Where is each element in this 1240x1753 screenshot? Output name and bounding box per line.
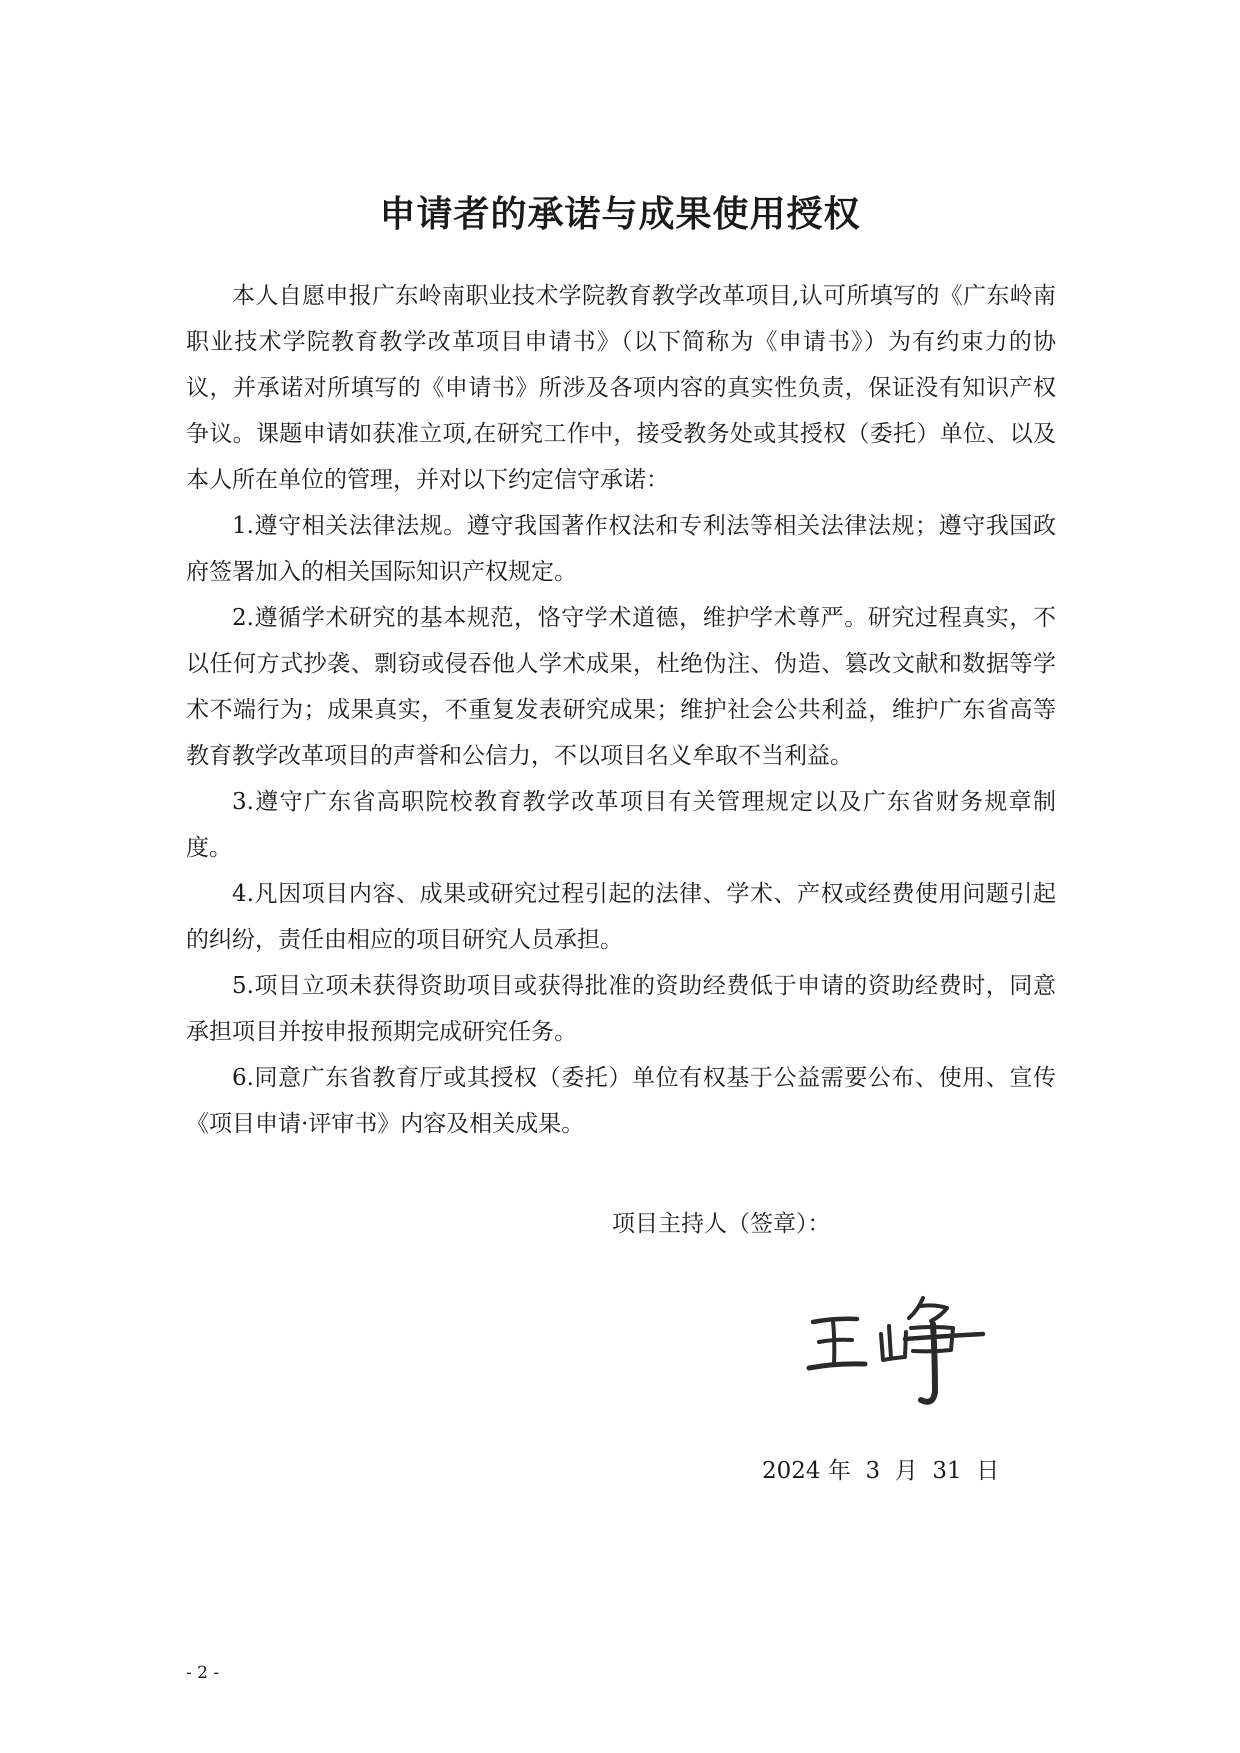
commitment-item-1: 1.遵守相关法律法规。遵守我国著作权法和专利法等相关法律法规；遵守我国政府签署加入的相关国际知识产权规定。 (186, 513, 1056, 585)
commitment-item-3: 3.遵守广东省高职院校教育教学改革项目有关管理规定以及广东省财务规章制度。 (186, 789, 1056, 861)
handwritten-signature (805, 1288, 995, 1418)
signing-date: 2024 年 3 月 31 日 (762, 1458, 1000, 1484)
signer-label: 项目主持人（签章）： (612, 1211, 831, 1237)
document-title: 申请者的承诺与成果使用授权 (379, 194, 861, 235)
commitment-item-2: 2.遵循学术研究的基本规范，恪守学术道德，维护学术尊严。研究过程真实，不以任何方式抄袭、剽窃或侵吞他人学术成果，杜绝伪注、伪造、篡改文献和数据等学术不端行为；成果真实，不重复发表研究成果；维护社会公共利益，维护广东省高等教育教学改革项目的声誉和公信力，不以项目名义牟取不当利益。 (186, 605, 1056, 769)
page-number: - 2 - (186, 1663, 220, 1683)
intro-paragraph: 本人自愿申报广东岭南职业技术学院教育教学改革项目,认可所填写的《广东岭南职业技术学院教育教学改革项目申请书》（以下简称为《申请书》）为有约束力的协议，并承诺对所填写的《申请书》所涉及各项内容的真实性负责，保证没有知识产权争议。课题申请如获准立项,在研究工作中，接受教务处或其授权（委托）单位、以及本人所在单位的管理，并对以下约定信守承诺： (186, 283, 1056, 493)
commitment-item-6: 6.同意广东省教育厅或其授权（委托）单位有权基于公益需要公布、使用、宣传《项目申请·评审书》内容及相关成果。 (186, 1065, 1056, 1137)
document-body (186, 273, 1056, 1147)
commitment-item-5: 5.项目立项未获得资助项目或获得批准的资助经费低于申请的资助经费时，同意承担项目并按申报预期完成研究任务。 (186, 973, 1056, 1045)
commitment-item-4: 4.凡因项目内容、成果或研究过程引起的法律、学术、产权或经费使用问题引起的纠纷，责任由相应的项目研究人员承担。 (186, 881, 1056, 953)
